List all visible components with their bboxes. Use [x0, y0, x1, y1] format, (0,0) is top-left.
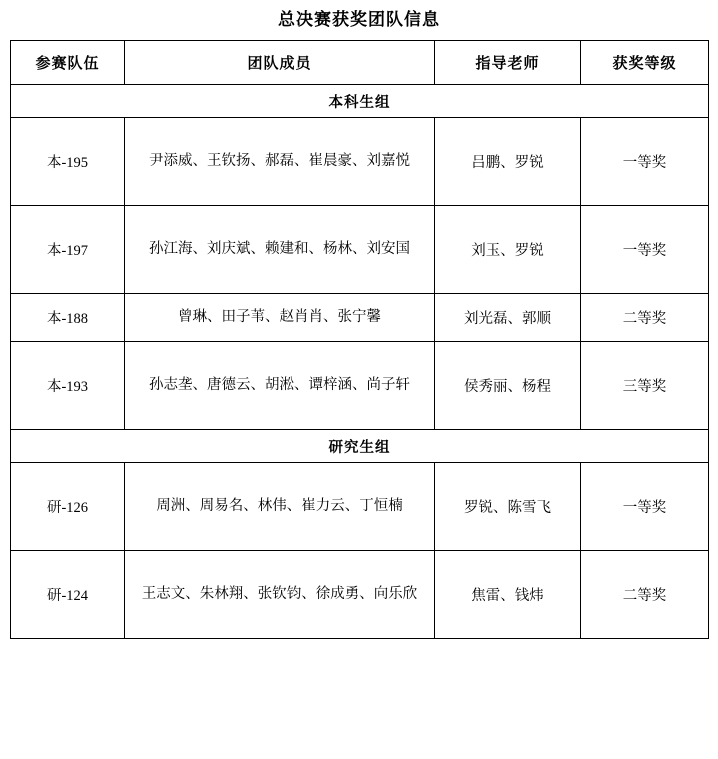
- column-teacher: 指导老师: [435, 41, 581, 85]
- group-header-row: [11, 85, 709, 118]
- cell-members: 尹添威、王钦扬、郝磊、崔晨豪、刘嘉悦: [125, 118, 435, 206]
- cell-team: 本-195: [11, 118, 125, 206]
- group-label-graduate: 研究生组: [11, 430, 709, 463]
- cell-members: 周洲、周易名、林伟、崔力云、丁恒楠: [125, 463, 435, 551]
- group-header-row: [11, 430, 709, 463]
- cell-team: 本-188: [11, 294, 125, 342]
- cell-award-level: 一等奖: [581, 463, 709, 551]
- cell-teacher: 罗锐、陈雪飞: [435, 463, 581, 551]
- cell-award-level: 一等奖: [581, 118, 709, 206]
- cell-members: 孙志垄、唐德云、胡淞、谭梓涵、尚子轩: [125, 342, 435, 430]
- cell-award-level: 二等奖: [581, 551, 709, 639]
- table-row: [11, 118, 709, 206]
- cell-team: 研-124: [11, 551, 125, 639]
- table-row: [11, 551, 709, 639]
- cell-teacher: 吕鹏、罗锐: [435, 118, 581, 206]
- cell-members: 王志文、朱林翔、张钦钧、徐成勇、向乐欣: [125, 551, 435, 639]
- cell-teacher: 刘玉、罗锐: [435, 206, 581, 294]
- table-header-row: [11, 41, 709, 85]
- cell-award-level: 三等奖: [581, 342, 709, 430]
- page-title: 总决赛获奖团队信息: [278, 10, 440, 29]
- table-header: [11, 41, 709, 85]
- table-row: [11, 342, 709, 430]
- cell-teacher: 刘光磊、郭顺: [435, 294, 581, 342]
- cell-teacher: 侯秀丽、杨程: [435, 342, 581, 430]
- cell-team: 本-193: [11, 342, 125, 430]
- cell-members: 孙江海、刘庆斌、赖建和、杨林、刘安国: [125, 206, 435, 294]
- cell-teacher: 焦雷、钱炜: [435, 551, 581, 639]
- column-team: 参赛队伍: [11, 41, 125, 85]
- column-award-level: 获奖等级: [581, 41, 709, 85]
- cell-award-level: 一等奖: [581, 206, 709, 294]
- table-row: [11, 294, 709, 342]
- cell-team: 本-197: [11, 206, 125, 294]
- cell-award-level: 二等奖: [581, 294, 709, 342]
- group-label-undergraduate: 本科生组: [11, 85, 709, 118]
- column-members: 团队成员: [125, 41, 435, 85]
- table-row: [11, 206, 709, 294]
- cell-members: 曾琳、田子苇、赵肖肖、张宁馨: [125, 294, 435, 342]
- cell-team: 研-126: [11, 463, 125, 551]
- table-row: [11, 463, 709, 551]
- table-body: [11, 85, 709, 639]
- award-team-table: [10, 40, 709, 639]
